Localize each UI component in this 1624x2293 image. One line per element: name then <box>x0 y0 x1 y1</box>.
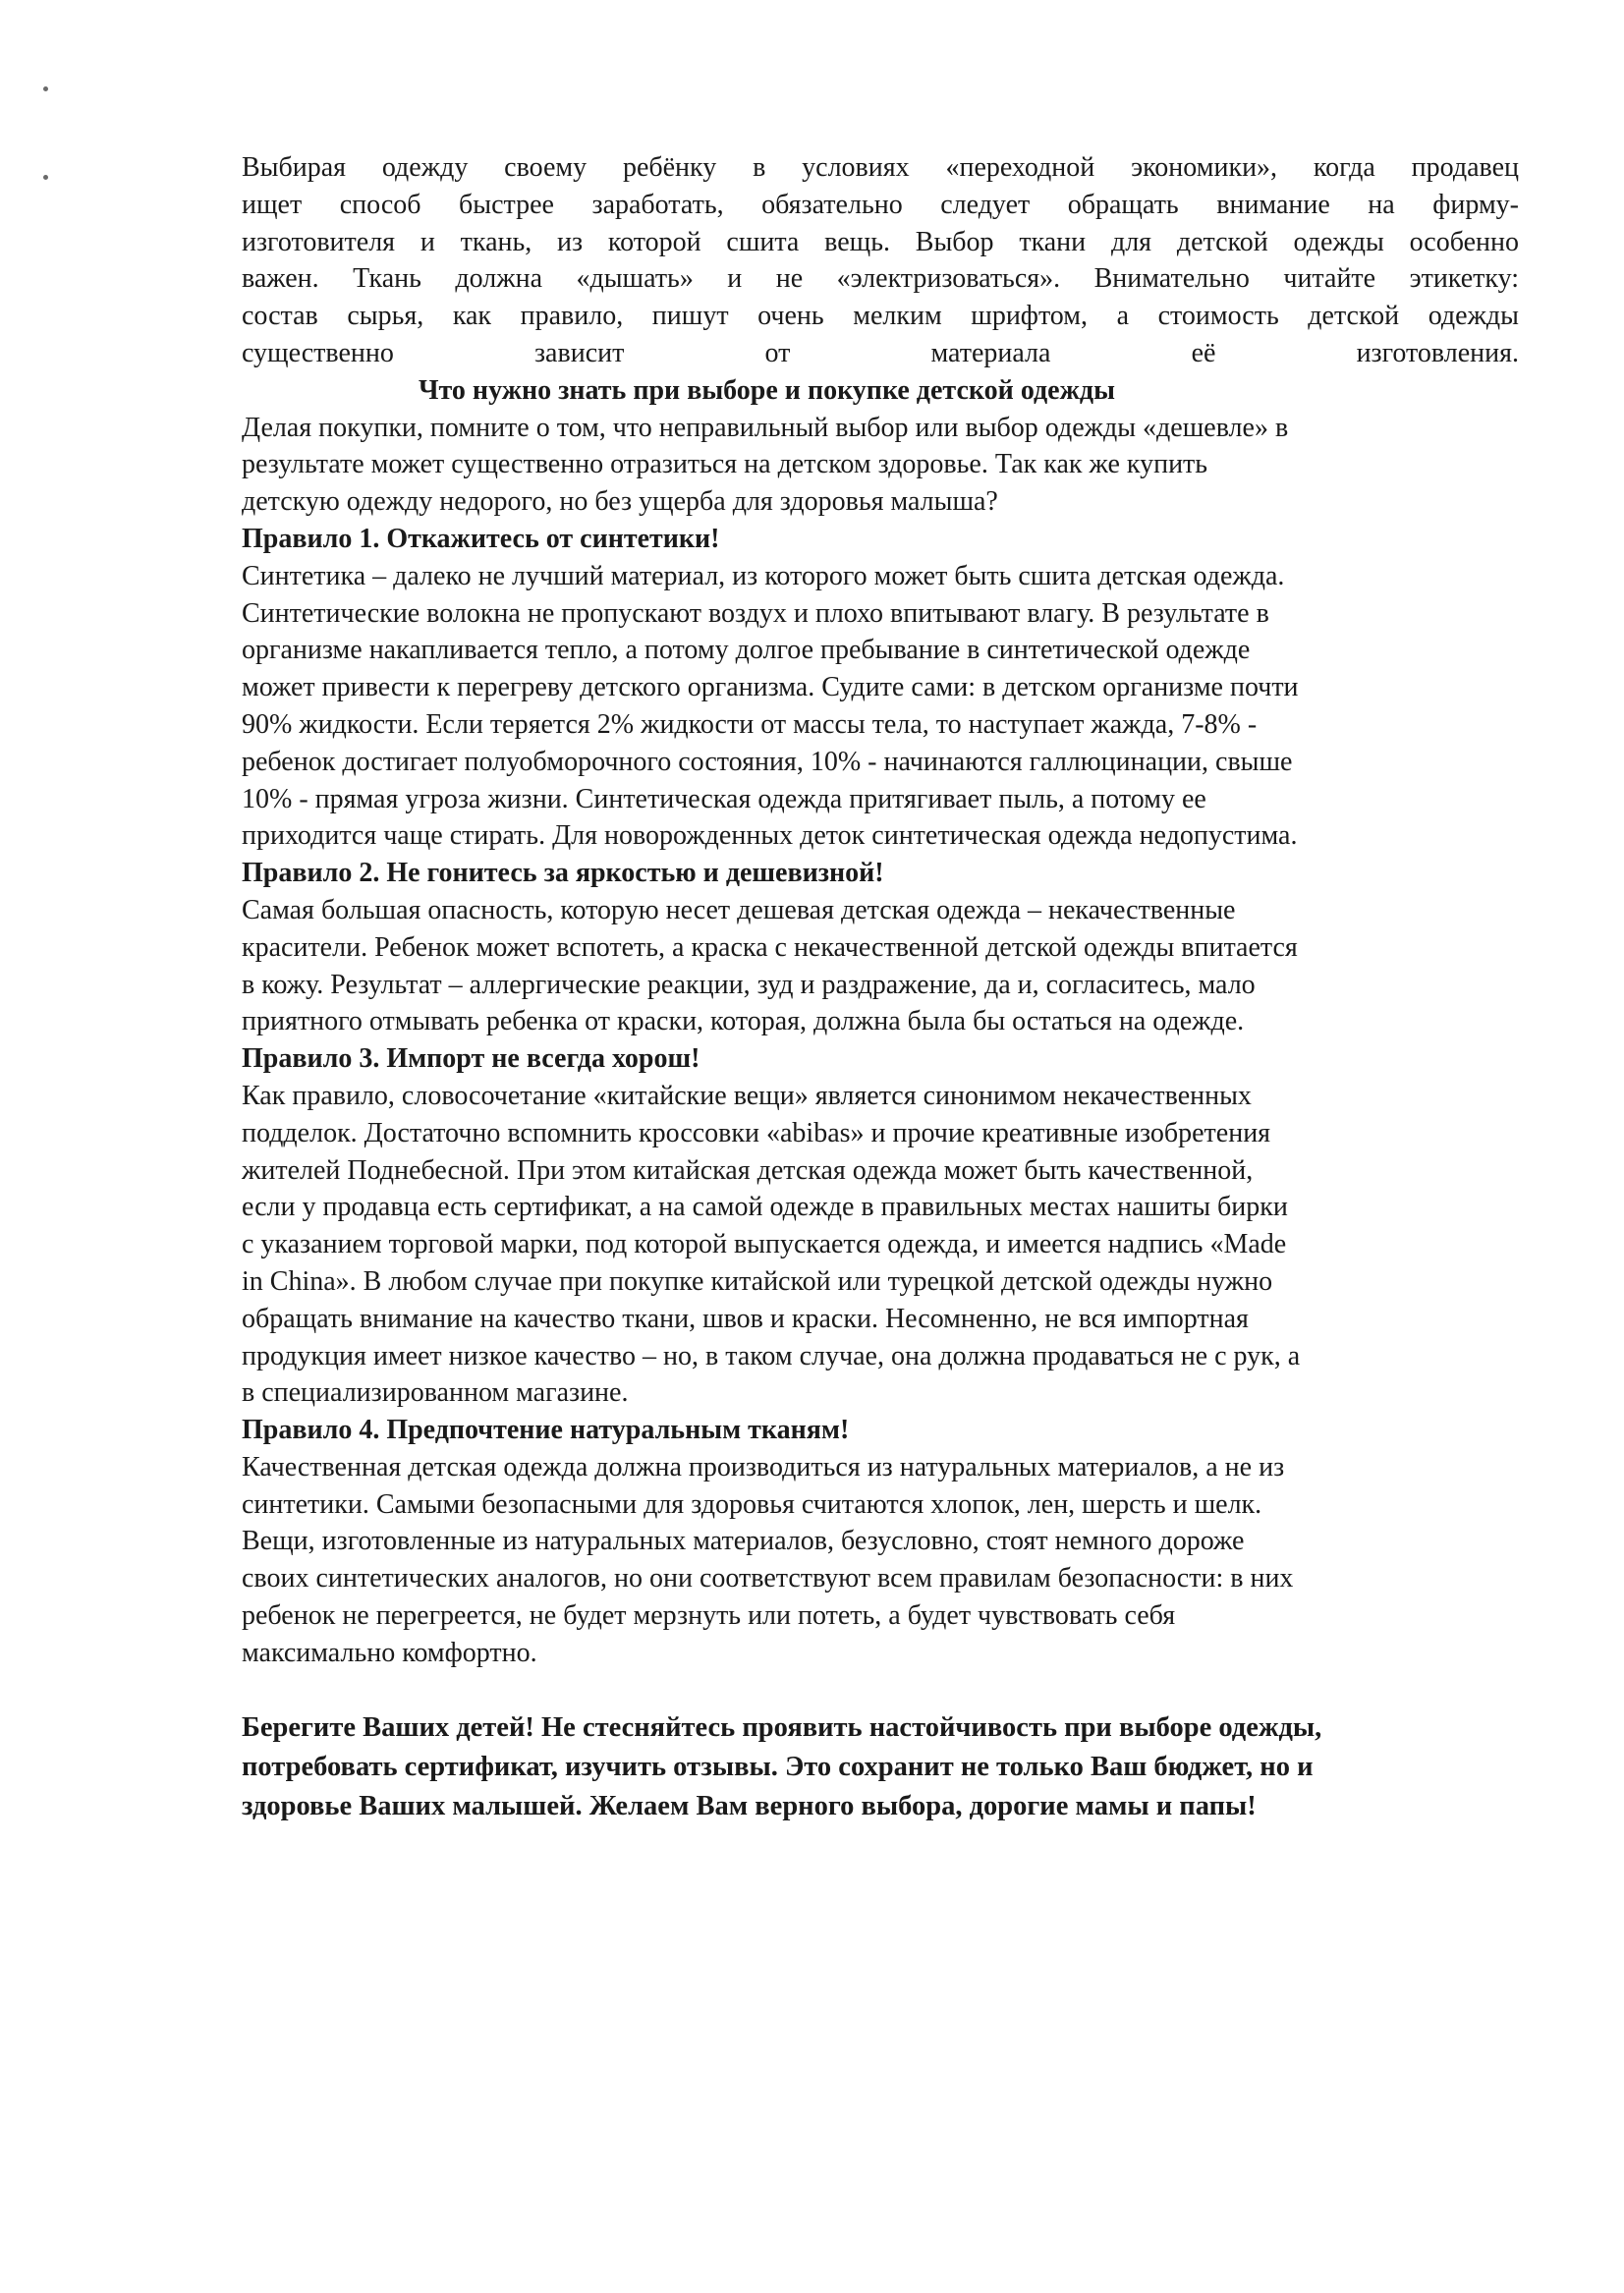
rule-line: 10% - прямая угроза жизни. Синтетическая одежда притягивает пыль, а потому ее <box>242 783 1206 814</box>
scan-dot-mark <box>43 175 48 180</box>
rule-title: Правило 3. Импорт не всегда хорош! <box>242 1043 700 1075</box>
rule-line: может привести к перегреву детского организма. Судите сами: в детском организме почти <box>242 672 1299 703</box>
rule-4 <box>242 1412 1519 1672</box>
section-heading: Что нужно знать при выборе и покупке детской одежды <box>419 374 1115 406</box>
rule-3 <box>242 1040 1519 1412</box>
rule-line: жителей Поднебесной. При этом китайская детская одежда может быть качественной, <box>242 1154 1254 1186</box>
rule-line: приходится чаще стирать. Для новорожденных деток синтетическая одежда недопустима. <box>242 820 1298 852</box>
rule-1 <box>242 521 1519 855</box>
scan-dot-mark <box>43 86 48 91</box>
rule-line: приятного отмывать ребенка от краски, которая, должна была бы остаться на одежде. <box>242 1006 1245 1037</box>
rule-line: Самая большая опасность, которую несет дешевая детская одежда – некачественные <box>242 894 1236 925</box>
rule-line: ребенок достигает полуобморочного состояния, 10% - начинаются галлюцинации, свыше <box>242 746 1293 777</box>
rule-line: продукция имеет низкое качество – но, в таком случае, она должна продаваться не с рук, а <box>242 1340 1301 1371</box>
rule-line: Качественная детская одежда должна производиться из натуральных материалов, а не из <box>242 1451 1285 1482</box>
intro-paragraph <box>242 149 1519 372</box>
rule-line: 90% жидкости. Если теряется 2% жидкости от массы тела, то наступает жажда, 7-8% - <box>242 708 1258 740</box>
closing-line: здоровье Ваших малышей. Желаем Вам верного выбора, дорогие мамы и папы! <box>242 1791 1257 1822</box>
rule-2 <box>242 855 1519 1040</box>
closing-paragraph <box>242 1708 1519 1826</box>
rule-line: Синтетические волокна не пропускают воздух и плохо впитывают влагу. В результате в <box>242 597 1269 629</box>
rule-line: своих синтетических аналогов, но они соответствуют всем правилам безопасности: в них <box>242 1563 1294 1594</box>
rule-title: Правило 1. Откажитесь от синтетики! <box>242 523 720 554</box>
document-body <box>242 149 1519 1826</box>
rule-line: синтетики. Самыми безопасными для здоровья считаются хлопок, лен, шерсть и шелк. <box>242 1488 1262 1520</box>
rule-line: если у продавца есть сертификат, а на самой одежде в правильных местах нашиты бирки <box>242 1192 1288 1223</box>
intro-line: существенно зависит от материала её изготовления. <box>242 337 1519 368</box>
rule-title: Правило 4. Предпочтение натуральным тканям! <box>242 1415 850 1446</box>
rule-line: красители. Ребенок может вспотеть, а краска с некачественной детской одежды впитается <box>242 931 1298 963</box>
rule-line: Синтетика – далеко не лучший материал, из которого может быть сшита детская одежда. <box>242 560 1285 591</box>
rule-line: в кожу. Результат – аллергические реакции, зуд и раздражение, да и, согласитесь, мало <box>242 969 1256 1000</box>
rule-line: организме накапливается тепло, а потому долгое пребывание в синтетической одежде <box>242 635 1251 666</box>
rule-line: in China». В любом случае при покупке китайской или турецкой детской одежды нужно <box>242 1265 1273 1297</box>
intro-line: состав сырья, как правило, пишут очень мелким шрифтом, а стоимость детской одежды <box>242 301 1519 332</box>
rule-line: в специализированном магазине. <box>242 1377 629 1409</box>
lead-paragraph <box>242 410 1519 521</box>
closing-line: потребовать сертификат, изучить отзывы. Это сохранит не только Ваш бюджет, но и <box>242 1752 1314 1783</box>
rule-line: подделок. Достаточно вспомнить кроссовки «abibas» и прочие креативные изобретения <box>242 1117 1271 1148</box>
rule-line: обращать внимание на качество ткани, швов и краски. Несомненно, не вся импортная <box>242 1303 1249 1334</box>
rule-line: Как правило, словосочетание «китайские вещи» является синонимом некачественных <box>242 1080 1252 1111</box>
rule-line: ребенок не перегреется, не будет мерзнуть или потеть, а будет чувствовать себя <box>242 1600 1176 1632</box>
closing-line: Берегите Ваших детей! Не стесняйтесь проявить настойчивость при выборе одежды, <box>242 1712 1322 1744</box>
lead-line: детскую одежду недорого, но без ущерба для здоровья малыша? <box>242 486 998 518</box>
rule-line: Вещи, изготовленные из натуральных материалов, безусловно, стоят немного дороже <box>242 1526 1245 1557</box>
intro-line: ищет способ быстрее заработать, обязательно следует обращать внимание на фирму- <box>242 189 1519 220</box>
rule-line: максимально комфортно. <box>242 1637 537 1668</box>
rule-title: Правило 2. Не гонитесь за яркостью и дешевизной! <box>242 858 884 889</box>
intro-line: изготовителя и ткань, из которой сшита вещь. Выбор ткани для детской одежды особенно <box>242 226 1519 257</box>
intro-line: важен. Ткань должна «дышать» и не «электризоваться». Внимательно читайте этикетку: <box>242 263 1519 295</box>
lead-line: результате может существенно отразиться на детском здоровье. Так как же купить <box>242 449 1208 480</box>
rule-line: с указанием торговой марки, под которой выпускается одежда, и имеется надпись «Made <box>242 1229 1287 1260</box>
intro-line: Выбирая одежду своему ребёнку в условиях «переходной экономики», когда продавец <box>242 152 1519 183</box>
lead-line: Делая покупки, помните о том, что неправильный выбор или выбор одежды «дешевле» в <box>242 412 1289 443</box>
